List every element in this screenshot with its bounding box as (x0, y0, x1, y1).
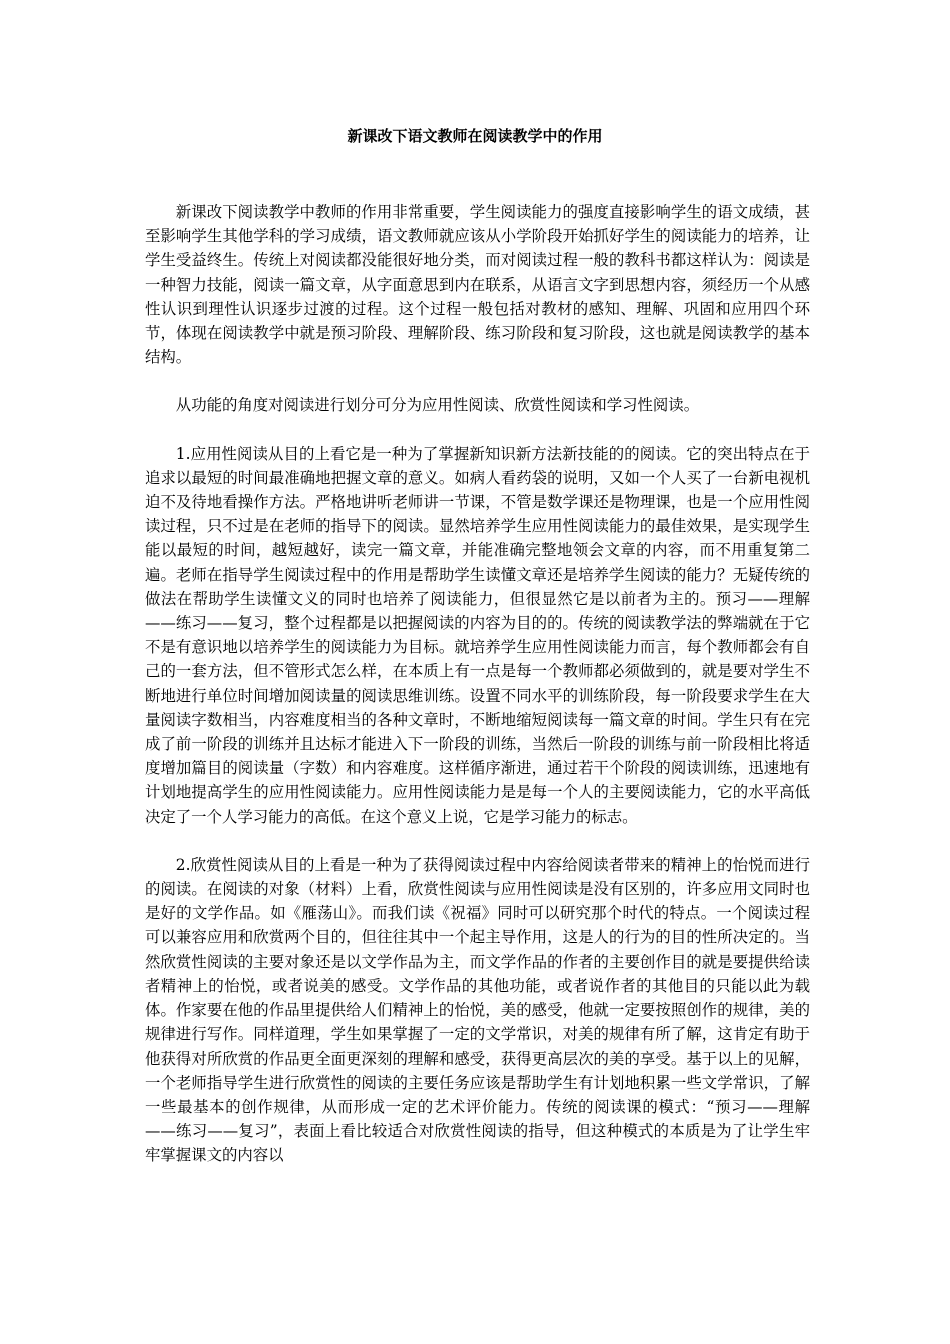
paragraph-appreciative-reading: 2.欣赏性阅读从目的上看是一种为了获得阅读过程中内容给阅读者带来的精神上的怡悦而进行的阅读。在阅读的对象（材料）上看，欣赏性阅读与应用性阅读是没有区别的，许多应用文同时也是好的文学作品。如《雁荡山》。而我们读《祝福》同时可以研究那个时代的特点。一个阅读过程可以兼容应用和欣赏两个目的，但往往其中一个起主导作用，这是人的行为的目的性所决定的。当然欣赏性阅读的主要对象还是以文学作品为主，而文学作品的作者的主要创作目的就是要提供给读者精神上的怡悦，或者说美的感受。文学作品的其他功能，或者说作者的其他目的只能以此为载体。作家要在他的作品里提供给人们精神上的怡悦，美的感受，他就一定要按照创作的规律，美的规律进行写作。同样道理，学生如果掌握了一定的文学常识，对美的规律有所了解，这肯定有助于他获得对所欣赏的作品更全面更深刻的理解和感受，获得更高层次的美的享受。基于以上的见解，一个老师指导学生进行欣赏性的阅读的主要任务应该是帮助学生有计划地积累一些文学常识，了解一些最基本的创作规律，从而形成一定的艺术评价能力。传统的阅读课的模式：“预习——理解——练习——复习”，表面上看比较适合对欣赏性阅读的指导，但这种模式的本质是为了让学生牢牢掌握课文的内容以 (145, 855, 810, 1165)
paragraph-intro: 新课改下阅读教学中教师的作用非常重要，学生阅读能力的强度直接影响学生的语文成绩，甚至影响学生其他学科的学习成绩，语文教师就应该从小学阶段开始抓好学生的阅读能力的培养，让学生受益终生。传统上对阅读都没能很好地分类，而对阅读过程一般的教科书都这样认为：阅读是一种智力技能，阅读一篇文章，从字面意思到内在联系，从语言文字到思想内容，须经历一个从感性认识到理性认识逐步过渡的过程。这个过程一般包括对教材的感知、理解、巩固和应用四个环节，体现在阅读教学中就是预习阶段、理解阶段、练习阶段和复习阶段，这也就是阅读教学的基本结构。 (145, 203, 810, 367)
paragraph-classification: 从功能的角度对阅读进行划分可分为应用性阅读、欣赏性阅读和学习性阅读。 (175, 396, 700, 415)
document-body (145, 200, 810, 1192)
paragraph-applied-reading: 1.应用性阅读从目的上看它是一种为了掌握新知识新方法新技能的的阅读。它的突出特点在于追求以最短的时间最准确地把握文章的意义。如病人看药袋的说明，又如一个人买了一台新电视机迫不及待地看操作方法。严格地讲听老师讲一节课，不管是数学课还是物理课，也是一个应用性阅读过程，只不过是在老师的指导下的阅读。显然培养学生应用性阅读能力的最佳效果，是实现学生能以最短的时间，越短越好，读完一篇文章，并能准确完整地领会文章的内容，而不用重复第二遍。老师在指导学生阅读过程中的作用是帮助学生读懂文章还是培养学生阅读的能力？无疑传统的做法在帮助学生读懂文义的同时也培养了阅读能力，但很显然它是以前者为主的。预习——理解——练习——复习，整个过程都是以把握阅读的内容为目的的。传统的阅读教学法的弊端就在于它不是有意识地以培养学生的阅读能力为目标。就培养学生应用性阅读能力而言，每个教师都会有自己的一套方法，但不管形式怎么样，在本质上有一点是每一个教师都必须做到的，就是要对学生不断地进行单位时间增加阅读量的阅读思维训练。设置不同水平的训练阶段，每一阶段要求学生在大量阅读字数相当，内容难度相当的各种文章时，不断地缩短阅读每一篇文章的时间。学生只有在完成了前一阶段的训练并且达标才能进入下一阶段的训练，当然后一阶段的训练与前一阶段相比将适度增加篇目的阅读量（字数）和内容难度。这样循序渐进，通过若干个阶段的阅读训练，迅速地有计划地提高学生的应用性阅读能力。应用性阅读能力是是每一个人的主要阅读能力，它的水平高低决定了一个人学习能力的高低。在这个意义上说，它是学习能力的标志。 (145, 444, 810, 826)
document-title: 新课改下语文教师在阅读教学中的作用 (347, 127, 603, 145)
